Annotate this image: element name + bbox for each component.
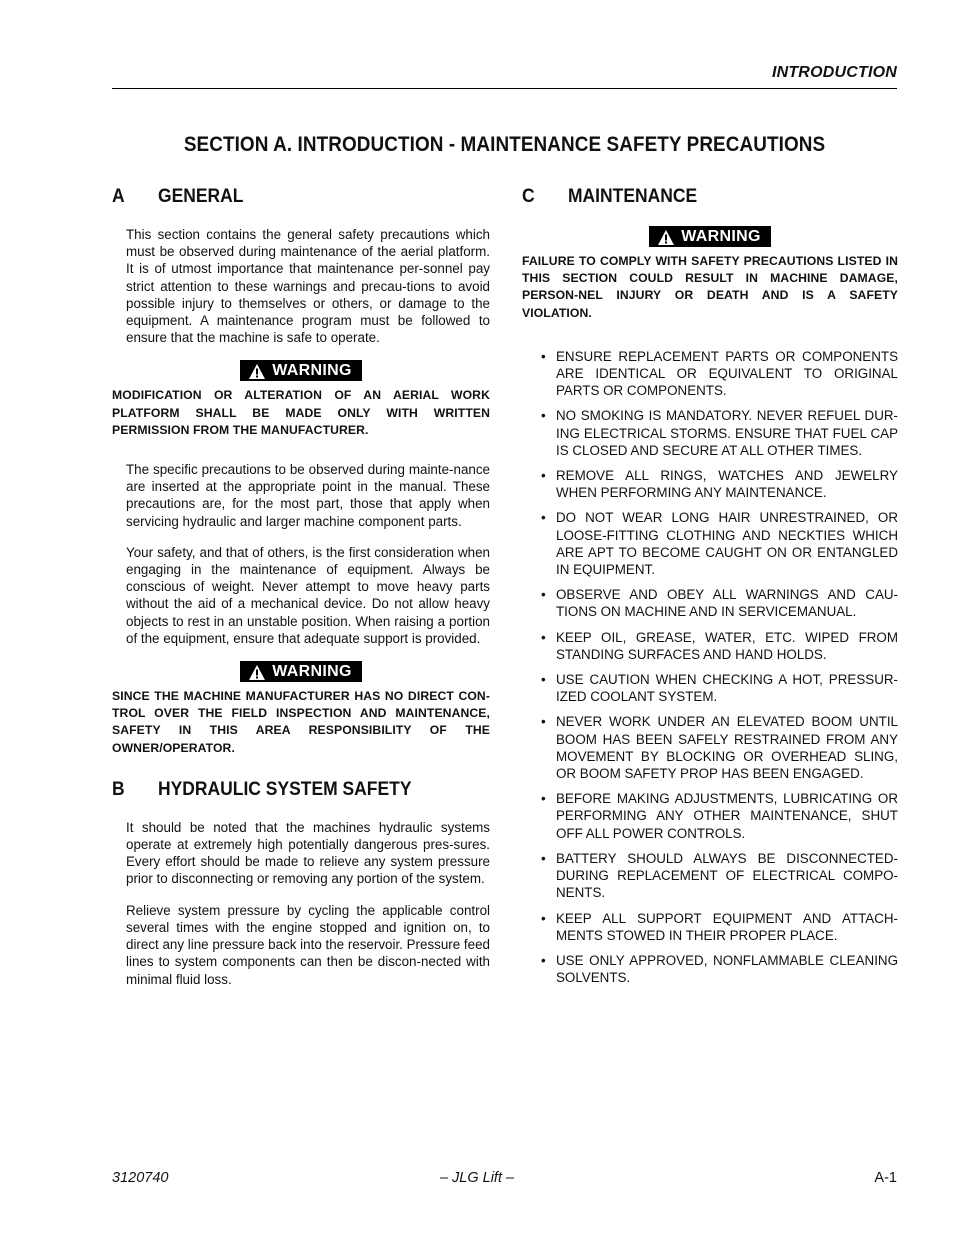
warning-label: WARNING (272, 663, 352, 681)
warning-text-2: SINCE THE MACHINE MANUFACTURER HAS NO DIRECT CON-TROL OVER THE FIELD INSPECTION AND MAINTENANCE, SAFETY IN THIS AREA RESPONSIBILITY OF THE OWNER/OPERATOR. (112, 689, 490, 755)
list-item-text: OBSERVE AND OBEY ALL WARNINGS AND CAU-TIONS ON MACHINE AND IN SERVICEMANUAL. (556, 587, 898, 620)
bullet-icon: • (541, 468, 546, 484)
list-item (522, 713, 898, 782)
footer-doc-number: 3120740 (112, 1170, 169, 1186)
warning-banner-1 (112, 360, 490, 381)
list-item (522, 790, 898, 842)
warning-banner-3 (522, 226, 898, 247)
list-item-text: DO NOT WEAR LONG HAIR UNRESTRAINED, OR LOOSE-FITTING CLOTHING AND NECKTIES WHICH ARE APT TO BECOME CAUGHT ON OR ENTANGLED IN EQUIPMENT. (556, 510, 898, 578)
maintenance-precautions-list (522, 348, 898, 987)
warning-badge (649, 226, 770, 247)
list-item (522, 348, 898, 400)
general-paragraph-1: This section contains the general safety precautions which must be observed during maintenance of the aerial platform. It is of utmost importance that maintenance per-sonnel pay strict attention to these warnings and precau-tions to avoid possible injury to themselves or others, or damage to the equipment. A maintenance program must be followed to ensure that the machine is safe to operate. (126, 227, 490, 346)
left-column (112, 186, 490, 1002)
list-item-text: USE CAUTION WHEN CHECKING A HOT, PRESSUR-IZED COOLANT SYSTEM. (556, 672, 898, 705)
bullet-icon: • (541, 714, 546, 730)
general-paragraph-3: Your safety, and that of others, is the first consideration when engaging in the maintenance of equipment. Always be conscious of weight. Never attempt to move heavy parts without the aid of a mechanical device. Do not allow heavy objects to rest in an unstable position. When raising a portion of the equipment, ensure that adequate support is provided. (126, 544, 490, 646)
warning-label: WARNING (272, 362, 352, 380)
bullet-icon: • (541, 910, 546, 926)
bullet-icon: • (541, 952, 546, 968)
footer-page-number: A-1 (874, 1170, 897, 1186)
bullet-icon: • (541, 510, 546, 526)
bullet-icon: • (541, 587, 546, 603)
list-item-text: ENSURE REPLACEMENT PARTS OR COMPONENTS ARE IDENTICAL OR EQUIVALENT TO ORIGINAL PARTS OR COMPONENTS. (556, 348, 898, 399)
list-item-text: NEVER WORK UNDER AN ELEVATED BOOM UNTIL BOOM HAS BEEN SAFELY RESTRAINED FROM ANY MOVEMENT BY BLOCKING OR OVERHEAD SLING, OR BOOM SAFETY PROP HAS BEEN ENGAGED. (556, 714, 898, 782)
heading-text: MAINTENANCE (568, 186, 698, 207)
right-column (522, 186, 898, 994)
hydraulic-paragraph-1: It should be noted that the machines hydraulic systems operate at extremely high potentially dangerous pres-sures. Every effort should be made to relieve any system pressure prior to disconnecting or removing any portion of the system. (126, 819, 490, 887)
hydraulic-paragraph-2: Relieve system pressure by cycling the applicable control several times with the engine stopped and ignition on, to direct any line pressure back into the reservoir. Pressure feed lines to system components can then be discon-nected with minimal fluid loss. (126, 902, 490, 987)
list-item (522, 509, 898, 578)
header-rule (112, 88, 897, 89)
heading-letter: A (112, 186, 125, 207)
list-item (522, 671, 898, 705)
list-item (522, 910, 898, 944)
list-item (522, 467, 898, 501)
heading-maintenance (522, 186, 868, 208)
heading-letter: B (112, 778, 125, 800)
bullet-icon: • (541, 629, 546, 645)
list-item-text: BEFORE MAKING ADJUSTMENTS, LUBRICATING OR PERFORMING ANY OTHER MAINTENANCE, SHUT OFF ALL POWER CONTROLS. (556, 791, 898, 841)
list-item (522, 586, 898, 620)
warning-triangle-icon (248, 664, 266, 680)
footer-publisher: – JLG Lift – (439, 1170, 515, 1186)
heading-hydraulic (112, 779, 460, 801)
warning-text-1: MODIFICATION OR ALTERATION OF AN AERIAL WORK PLATFORM SHALL BE MADE ONLY WITH WRITTEN PERMISSION FROM THE MANUFACTURER. (112, 388, 490, 437)
list-item-text: KEEP ALL SUPPORT EQUIPMENT AND ATTACH-MENTS STOWED IN THEIR PROPER PLACE. (556, 910, 898, 943)
heading-general (112, 186, 460, 208)
warning-badge (240, 360, 361, 381)
list-item-text: NO SMOKING IS MANDATORY. NEVER REFUEL DUR-ING ELECTRICAL STORMS. ENSURE THAT FUEL CAP IS CLOSED AND SECURE AT ALL OTHER TIMES. (556, 408, 898, 458)
section-title: SECTION A. INTRODUCTION - MAINTENANCE SAFETY PRECAUTIONS (183, 133, 826, 156)
list-item-text: USE ONLY APPROVED, NONFLAMMABLE CLEANING SOLVENTS. (556, 952, 898, 986)
bullet-icon: • (541, 850, 546, 866)
warning-text-3: FAILURE TO COMPLY WITH SAFETY PRECAUTIONS LISTED IN THIS SECTION COULD RESULT IN MACHINE DAMAGE, PERSON-NEL INJURY OR DEATH AND IS A SAFETY VIOLATION. (522, 254, 898, 320)
list-item-text: BATTERY SHOULD ALWAYS BE DISCONNECTED-DURING REPLACEMENT OF ELECTRICAL COMPO-NENTS. (556, 850, 898, 901)
list-item-text: REMOVE ALL RINGS, WATCHES AND JEWELRY WHEN PERFORMING ANY MAINTENANCE. (556, 468, 898, 501)
running-header-title: INTRODUCTION (771, 64, 897, 81)
list-item (522, 407, 898, 459)
bullet-icon: • (541, 672, 546, 688)
heading-letter: C (522, 186, 535, 207)
heading-text: GENERAL (158, 186, 244, 207)
warning-label: WARNING (681, 228, 761, 245)
list-item-text: KEEP OIL, GREASE, WATER, ETC. WIPED FROM STANDING SURFACES AND HAND HOLDS. (556, 629, 898, 662)
list-item (522, 850, 898, 902)
warning-triangle-icon (657, 229, 675, 245)
general-paragraph-2: The specific precautions to be observed during mainte-nance are inserted at the appropriate point in the manual. These precautions are, for the most part, those that apply when servicing hydraulic and larger machine component parts. (126, 462, 490, 529)
list-item (522, 952, 898, 986)
list-item (522, 629, 898, 663)
bullet-icon: • (541, 408, 546, 424)
bullet-icon: • (541, 348, 546, 364)
warning-badge (240, 661, 361, 682)
bullet-icon: • (541, 791, 546, 807)
warning-banner-2 (112, 661, 490, 682)
heading-text: HYDRAULIC SYSTEM SAFETY (158, 778, 412, 800)
warning-triangle-icon (248, 363, 266, 379)
